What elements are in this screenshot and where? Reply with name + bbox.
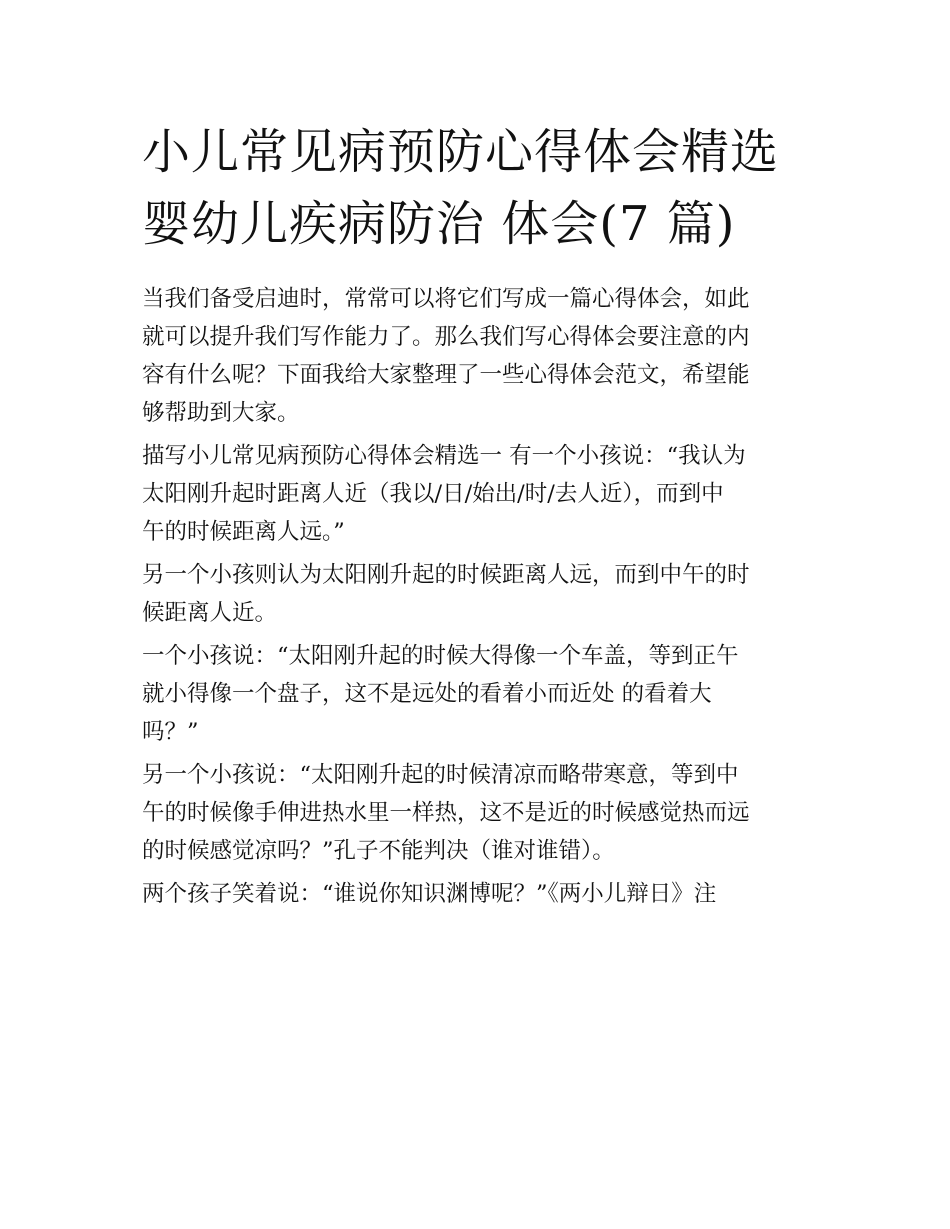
text-line: 一个小孩说：“太阳刚升起的时候大得像一个车盖，等到正午 (142, 643, 739, 669)
title-line: 小儿常见病预防心得体会精选 (142, 124, 780, 180)
text-line: 另一个小孩说：“太阳刚升起的时候清凉而略带寒意，等到中 (142, 762, 739, 788)
paragraph (142, 280, 812, 432)
text-line: 另一个小孩则认为太阳刚升起的时候距离人远，而到中午的时 (142, 562, 750, 588)
text-line: 描写小儿常见病预防心得体会精选一 有一个小孩说：“我认为 (142, 443, 746, 469)
text-line: 太阳刚升起时距离人近（我以/日/始出/时/去人近），而到中 (142, 481, 724, 507)
document-body (142, 280, 812, 918)
paragraph (142, 437, 812, 551)
text-line: 候距离人近。 (142, 600, 278, 626)
text-line: 容有什么呢？下面我给大家整理了一些心得体会范文，希望能 (142, 362, 750, 388)
text-line: 就可以提升我们写作能力了。那么我们写心得体会要注意的内 (142, 324, 750, 350)
text-line: 够帮助到大家。 (142, 400, 300, 426)
paragraph (142, 637, 812, 751)
title-line: 婴幼儿疾病防治 体会(7 篇) (142, 196, 736, 252)
document-title (142, 116, 822, 260)
paragraph (142, 875, 812, 913)
paragraph (142, 756, 812, 870)
text-line: 当我们备受启迪时，常常可以将它们写成一篇心得体会，如此 (142, 286, 750, 312)
text-line: 吗？” (142, 719, 199, 745)
text-line: 就小得像一个盘子，这不是远处的看着小而近处 的看着大 (142, 681, 712, 707)
text-line: 午的时候像手伸进热水里一样热，这不是近的时候感觉热而远 (142, 800, 750, 826)
text-line: 的时候感觉凉吗？”孔子不能判决（谁对谁错）。 (142, 838, 615, 864)
text-line: 两个孩子笑着说：“谁说你知识渊博呢？”《两小儿辩日》注 (142, 881, 717, 907)
text-line: 午的时候距离人远。” (142, 519, 345, 545)
paragraph (142, 556, 812, 632)
